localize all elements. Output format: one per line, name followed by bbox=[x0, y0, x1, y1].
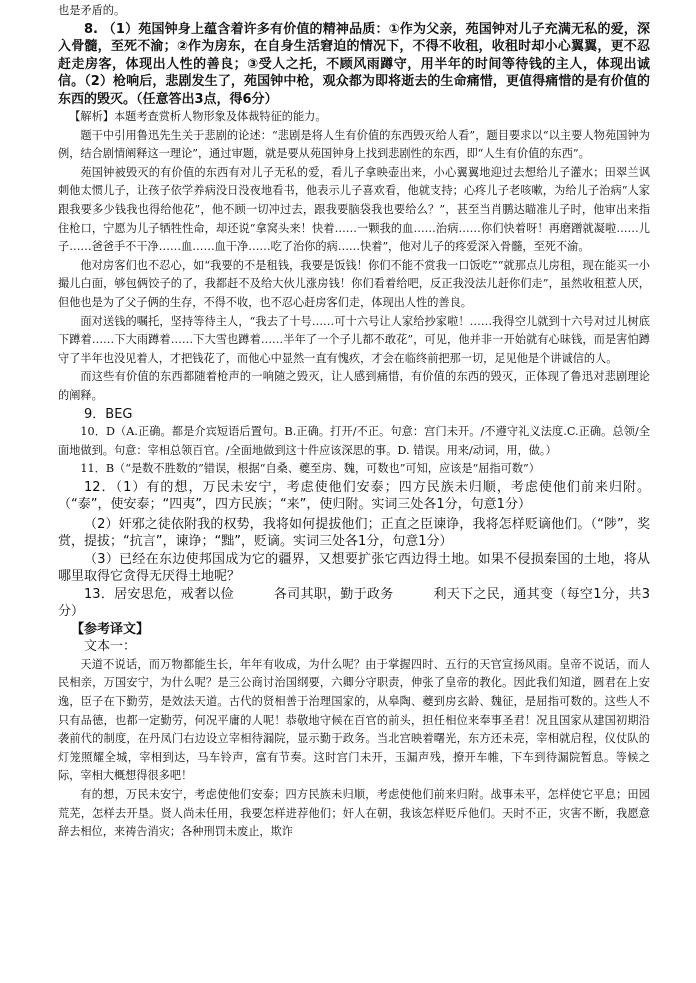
analysis-paragraph-2: 苑国钟被毁灭的有价值的东西有对儿子无私的爱，看儿子拿映壶出来，小心翼翼地迎过去想给儿子灌水；田翠兰讽刺他太惯儿子，让孩子依学养病没日没夜地看书，他表示儿子喜欢看，他就支持；心疼儿子老咳嗽，为给儿子治病“人家跟我要多少钱我也得给他花”，他不顾一切冲过去，跟我要脑袋我也要给么？”，甚至当肖鹏达瞄准儿子时，他审出来指住枪口，宁愿为儿子牺牲性命，却还说“拿窝头来！快着……一颗我的血……治病……你们快着呀！再磨蹭就凝啦……儿子……爸爸手不干净……血……血干净……吃了治你的病……快着”，他对儿子的疼爱深入骨髓，至死不渝。 bbox=[58, 165, 650, 254]
translation-paragraph-2: 有的想，万民未安宁，考虑使他们安泰；四方民族未归顺，考虑使他们前来归附。战事未平，怎样使它平息；田园荒芜，怎样去开垦。贤人尚未任用，我要怎样进荐他们；奸人在朝，我该怎样贬斥他们。天时不正，灾害不断，我愿意辞去相位，来祷告消灾；各种刑罚未废止，欺诈 bbox=[58, 788, 650, 839]
answer-13: 13．居安思危，戒奢以俭 各司其职，勤于政务 利天下之民，通其变（每空1分，共3分） bbox=[58, 586, 650, 620]
answer-9: 9．BEG bbox=[84, 406, 133, 422]
analysis-heading: 【解析】本题考查赏析人物形象及体裁特征的能力。 bbox=[69, 110, 327, 124]
line-continuation: 也是矛盾的。 bbox=[58, 4, 126, 17]
answer-12-2: （2）奸邪之徒依附我的权势，我将如何提拔他们；正直之臣谏诤，我将怎样贬谪他们。（“陟”，奖赏，提拔；“抗言”，谏诤；“黜”，贬谪。实词三处各1分，句意1分） bbox=[58, 516, 650, 550]
answer-12-3: （3）已经在东边使邦国成为它的疆界，又想要扩张它西边得土地。如果不侵损秦国的土地，将从哪里取得它贪得无厌得土地呢？ bbox=[58, 551, 650, 585]
answer-8: 8. （1）苑国钟身上蕴含着许多有价值的精神品质：①作为父亲，苑国钟对儿子充满无私的爱，深入骨髓，至死不渝；②作为房东，在自身生活窘迫的情况下，不得不收租，收租时却小心翼翼，更不忍赶走房客，体现出人性的善良；③受人之托，不顾风雨蹲守，用半年的时间等待钱的主人，体现出诚信。（2）枪响后，悲剧发生了，苑国钟中枪，观众都为即将逝去的生命痛惜，更值得痛惜的是有价值的东西的毁灭。（任意答出3点，得6分） bbox=[58, 21, 650, 107]
analysis-paragraph-1: 题干中引用鲁迅先生关于悲剧的论述：“悲剧是将人生有价值的东西毁灭给人看”，题目要求以“以主要人物苑国钟为例，结合剧情阐释这一理论”，通过审题，就是要从苑国钟身上找到悲剧性的东西，即“人生有价值的东西”。 bbox=[58, 128, 650, 161]
answer-12-1: 12．（1）有的想，万民未安宁，考虑使他们安泰；四方民族未归顺，考虑使他们前来归附。（“泰”，使安泰；“四夷”，四方民族；“来”，使归附。实词三处各1分，句意1分） bbox=[58, 479, 650, 513]
answer-11: 11．B（“是数不胜数的”错误，根据“自桑、夔至房、魏，可数也”可知，应该是“屈指可数”） bbox=[80, 462, 540, 476]
analysis-paragraph-4: 面对送钱的嘱托，坚持等待主人，“我去了十号……可十六号让人家给抄家啦！……我得空儿就到十六号对过儿树底下蹲着……下大雨蹲着……下大雪也蹲着……半年了一个子儿都不敢花”，可见，他并非一开始就有心昧钱，而是害怕蹲守了半年也没见着人，才把钱花了，而他心中显然一直有愧疚，才会在临终前把那一切，足见他是个讲诚信的人。 bbox=[58, 314, 650, 365]
analysis-paragraph-5: 而这些有价值的东西都随着枪声的一响随之毁灭，让人感到痛惜，有价值的东西的毁灭，正体现了鲁迅对悲剧理论的阐释。 bbox=[58, 370, 650, 402]
analysis-paragraph-3: 他对房客们也不忍心，如“我要的不是租钱，我要是饭钱！你们不能不赏我一口饭吃”“就那点儿房租，现在能买一小撮儿白面，够包俩饺子的了，我都赶不及给大伙儿涨房钱！你们看着给吧，反正我没法儿赶你们走”，虽然收租惹人厌，但他也是为了父子俩的生存，不得不收，也不忍心赶房客们走，体现出人性的善良。 bbox=[58, 258, 650, 310]
text-one-label: 文本一： bbox=[84, 639, 137, 655]
translation-paragraph-1: 天道不说话，而万物都能生长，年年有收成，为什么呢？由于掌握四时、五行的天官宣扬风雨。皇帝不说话，而人民相亲，万国安宁，为什么呢？是三公商讨治国纲要，六卿分守职责，伸张了皇帝的教化。因此我们知道，圆君在上安逸，臣子在下勤劳，是效法天道。古代的贤相善于治理国家的，从皋陶、夔到房玄龄、魏征，是屈指可数的。这些人不只有品德，也都一定勤劳，何况平庸的人呢！恭敬地守候在百官的前头，担任相位来奉事圣君！况且国家从建国初期沿袭前代的制度，在丹凤门右边设立宰相待漏院，显示勤于政务。当北宫映着曙光，东方还未亮，宰相就启程，仪仗队的灯笼照耀全城，宰相到达，马车铃声，富有节奏。这时宫门未开，玉漏声残，撩开车帷，下车到待漏院暂息。等候之际，宰相大概想得很多吧！ bbox=[58, 657, 650, 783]
translation-heading: 【参考译文】 bbox=[71, 621, 150, 637]
answer-10: 10．D（A.正确。都是介宾短语后置句。B.正确。打开/不正。句意：宫门未开。/不遵守礼义法度.C.正确。总领/全面地做到。句意：宰相总领百官。/全面地做到这十件应该深思的事。D. 错误。用来/动词，用，做。） bbox=[58, 425, 650, 457]
